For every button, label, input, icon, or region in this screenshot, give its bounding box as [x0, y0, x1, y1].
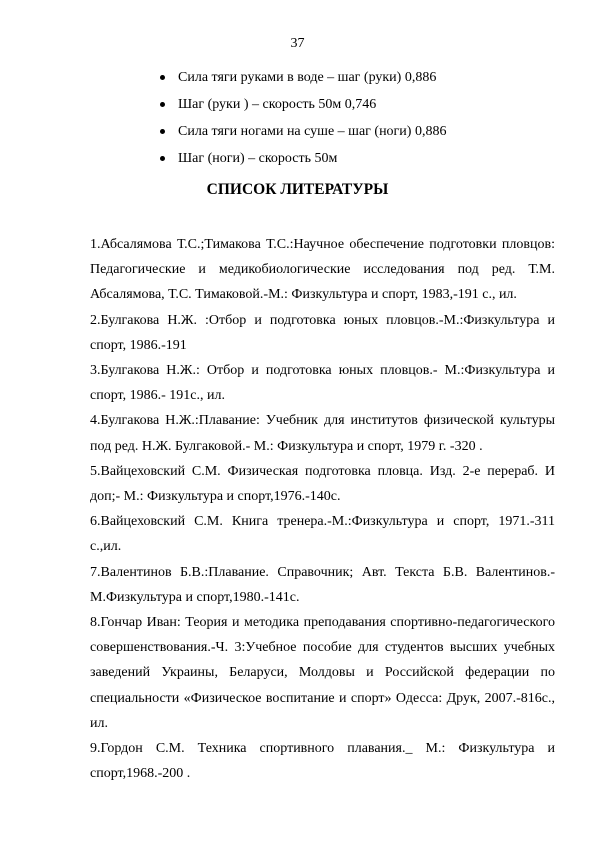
reference-list — [90, 232, 555, 786]
bullet-dot-icon — [160, 102, 165, 107]
bullet-dot-icon — [160, 129, 165, 134]
bullet-text: Шаг (руки ) – скорость 50м 0,746 — [178, 97, 377, 112]
section-heading: СПИСОК ЛИТЕРАТУРЫ — [206, 181, 389, 198]
bullet-dot-icon — [160, 75, 165, 80]
bullet-text: Шаг (ноги) – скорость 50м — [178, 151, 338, 166]
bullet-dot-icon — [160, 156, 165, 161]
reference-item: 1.Абсалямова Т.С.;Тимакова Т.С.:Научное обеспечение подготовки пловцов: Педагогические и медикобиологические исследования под ред. Т.М. Абсалямова, Т.С. Тимаковой.-М.: Физкультура и спорт, 1983,-191 с., ил. — [90, 237, 555, 303]
bullet-item — [160, 91, 560, 118]
bullet-item — [160, 118, 560, 145]
bullet-text: Сила тяги ногами на суше – шаг (ноги) 0,886 — [178, 124, 447, 139]
reference-item: 5.Вайцеховский С.М. Физическая подготовка пловца. Изд. 2-е перераб. И доп;- М.: Физкультура и спорт,1976.-140с. — [90, 463, 555, 505]
bullet-item — [160, 145, 560, 172]
bullet-text: Сила тяги руками в воде – шаг (руки) 0,886 — [178, 70, 437, 85]
reference-item: 3.Булгакова Н.Ж.: Отбор и подготовка юных пловцов.- М.:Физкультура и спорт, 1986.- 191с., ил. — [90, 363, 555, 404]
reference-item: 6.Вайцеховский С.М. Книга тренера.-М.:Физкультура и спорт, 1971.-311 с.,ил. — [90, 514, 555, 555]
reference-item: 4.Булгакова Н.Ж.:Плавание: Учебник для институтов физической культуры под ред. Н.Ж. Булгаковой.- М.: Физкультура и спорт, 1979 г. -320 . — [90, 413, 555, 454]
bullet-list — [160, 64, 560, 172]
reference-item: 2.Булгакова Н.Ж. :Отбор и подготовка юных пловцов.-М.:Физкультура и спорт, 1986.-191 — [90, 312, 555, 353]
page-number: 37 — [290, 36, 305, 51]
reference-item: 9.Гордон С.М. Техника спортивного плавания._ М.: Физкультура и спорт,1968.-200 . — [90, 741, 555, 782]
reference-item: 7.Валентинов Б.В.:Плавание. Справочник; Авт. Текста Б.В. Валентинов.-М.Физкультура и спорт,1980.-141с. — [90, 564, 555, 605]
bullet-item — [160, 64, 560, 91]
reference-item: 8.Гончар Иван: Теория и методика преподавания спортивно-педагогического совершенствования.-Ч. 3:Учебное пособие для студентов высших учебных заведений Украины, Беларуси, Молдовы и Российской федерации по специальности «Физическое воспитание и спорт» Одесса: Друк, 2007.-816с., ил. — [90, 615, 555, 731]
